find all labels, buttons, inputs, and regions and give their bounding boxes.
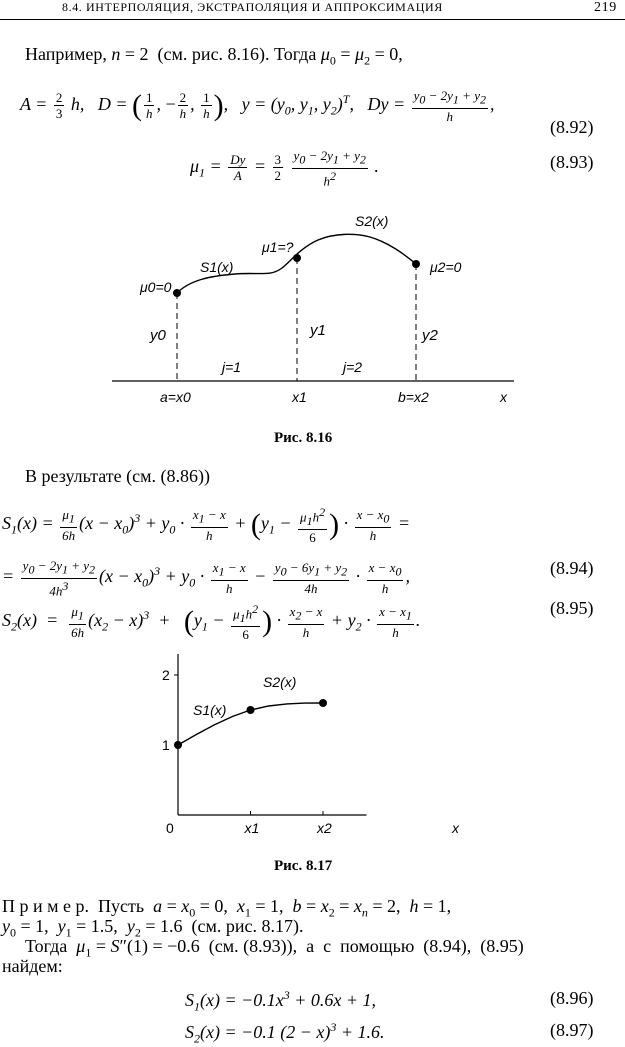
node-x1 — [293, 254, 301, 262]
eq-number-8-92: (8.92) — [550, 117, 594, 137]
intro-text: Например, — [25, 44, 107, 64]
y-tick-label: 0 — [166, 820, 174, 836]
caption-8-17: Рис. 8.17 — [274, 858, 333, 874]
data-point — [247, 706, 255, 714]
label-x1: x1 — [292, 389, 307, 405]
equation-8-97: $S_2(x) = -0.1$ $(2 - x)^3 + 1.6$. — [185, 1020, 385, 1046]
data-point — [174, 741, 182, 749]
label-j1: j=1 — [222, 359, 242, 375]
label-s2-817: S2(x) — [263, 674, 297, 690]
label-s1-817: S1(x) — [193, 702, 227, 718]
eq-number-8-97: (8.97) — [550, 1020, 594, 1040]
equation-8-94-line1: $S_1(x)$ = $\frac{\mu_1}{6h}$ $(x - x_0)^3 + y_0$ · $\frac{x_1 - x}{h}$ + ($y_1$ − $\frac{\mu_1h^2}{6}$ ) · $\frac{x - x_0}{h}$ = — [2, 505, 411, 545]
label-y2: y2 — [422, 327, 438, 344]
figure-8-16 — [0, 200, 625, 415]
label-j2: j=2 — [343, 359, 363, 375]
figure-8-17-chart — [0, 650, 625, 845]
example-line-1: П р и м е р. Пусть $a = x_0 = 0$, $x_1 = 1$, $b = x_2 = x_n = 2$, h = 1, — [2, 896, 452, 920]
eq-number-8-94: (8.94) — [550, 558, 594, 578]
example-line-2: $y_0 = 1$, $y_1 = 1.5$, $y_2 = 1.6$ (см. рис. 8.17). — [2, 916, 304, 940]
eq-number-8-96: (8.96) — [550, 988, 594, 1008]
equation-8-92: A = $\frac{2}{3}$ h, D = ( $\frac{1}{h}$ , − $\frac{2}{h}$ , $\frac{1}{h}$ ), $y = (y_0$, $y_1$, $y_2)^T$, Dy = $\frac{y_0 - 2y_1 + y_2}{h}$ , — [20, 88, 495, 124]
label-x: x — [500, 389, 507, 405]
node-x0 — [173, 289, 181, 297]
caption-8-16: Рис. 8.16 — [274, 430, 333, 446]
result-text: В результате (см. (8.86)) — [25, 466, 210, 486]
running-header: 8.4. ИНТЕРПОЛЯЦИЯ, ЭКСТРАПОЛЯЦИЯ И АППРОКСИМАЦИЯ — [62, 0, 443, 14]
label-x2-817: x2 — [317, 820, 332, 836]
label-x1-817: x1 — [244, 820, 260, 836]
example-line-4: найдем: — [2, 956, 63, 976]
page-number: 219 — [594, 0, 617, 15]
equation-8-93: $\mu_1$ = $\frac{Dy}{A}$ = $\frac{3}{2}$ $\frac{y_0 - 2y_1 + y_2}{h^2}$ . — [190, 148, 379, 188]
equation-8-94-line2: = $\frac{y_0 - 2y_1 + y_2}{4h^3}$ $(x - x_0)^3 + y_0$ · $\frac{x_1 - x}{h}$ − $\frac{y_0 - 6y_1 + y_2}{4h}$ · $\frac{x - x_0}{h}$ , — [2, 558, 410, 598]
label-s2: S2(x) — [355, 213, 389, 229]
y-tick-label: 1 — [162, 737, 170, 753]
equation-8-95: $S_2(x)$ = $\frac{\mu_1}{6h}$ $(x_2 - x)^3 + (y_1$ − $\frac{\mu_1h^2}{6}$ ) · $\frac{x_2 - x}{h}$ + $y_2$ · $\frac{x - x_1}{h}$ . — [2, 602, 421, 642]
example-line-3: Тогда $\mu_1 = S''(1) = -0.6$ (см. (8.93)), а с помощью (8.94), (8.95) — [25, 936, 524, 960]
equation-8-96: $S_1(x) = -0.1x^3 + 0.6x + 1$, — [185, 988, 377, 1014]
label-mu0: μ0=0 — [140, 279, 172, 295]
y-tick-label: 2 — [162, 667, 170, 683]
data-point — [319, 699, 327, 707]
label-y1: y1 — [310, 322, 326, 339]
header-rule — [0, 19, 625, 20]
label-mu1: μ1=? — [262, 239, 294, 255]
x-axis-label: x — [452, 820, 459, 836]
label-a: a=x0 — [160, 389, 191, 405]
label-b: b=x2 — [398, 389, 429, 405]
label-s1: S1(x) — [200, 259, 234, 275]
intro-line: Например, n = 2 (см. рис. 8.16). Тогда $\mu_0 = \mu_2 = 0$, — [25, 44, 403, 68]
label-mu2: μ2=0 — [430, 259, 462, 275]
label-y0: y0 — [150, 327, 166, 344]
node-x2 — [412, 260, 420, 268]
eq-number-8-95: (8.95) — [550, 598, 594, 618]
eq-number-8-93: (8.93) — [550, 152, 594, 172]
series-line — [251, 703, 324, 710]
